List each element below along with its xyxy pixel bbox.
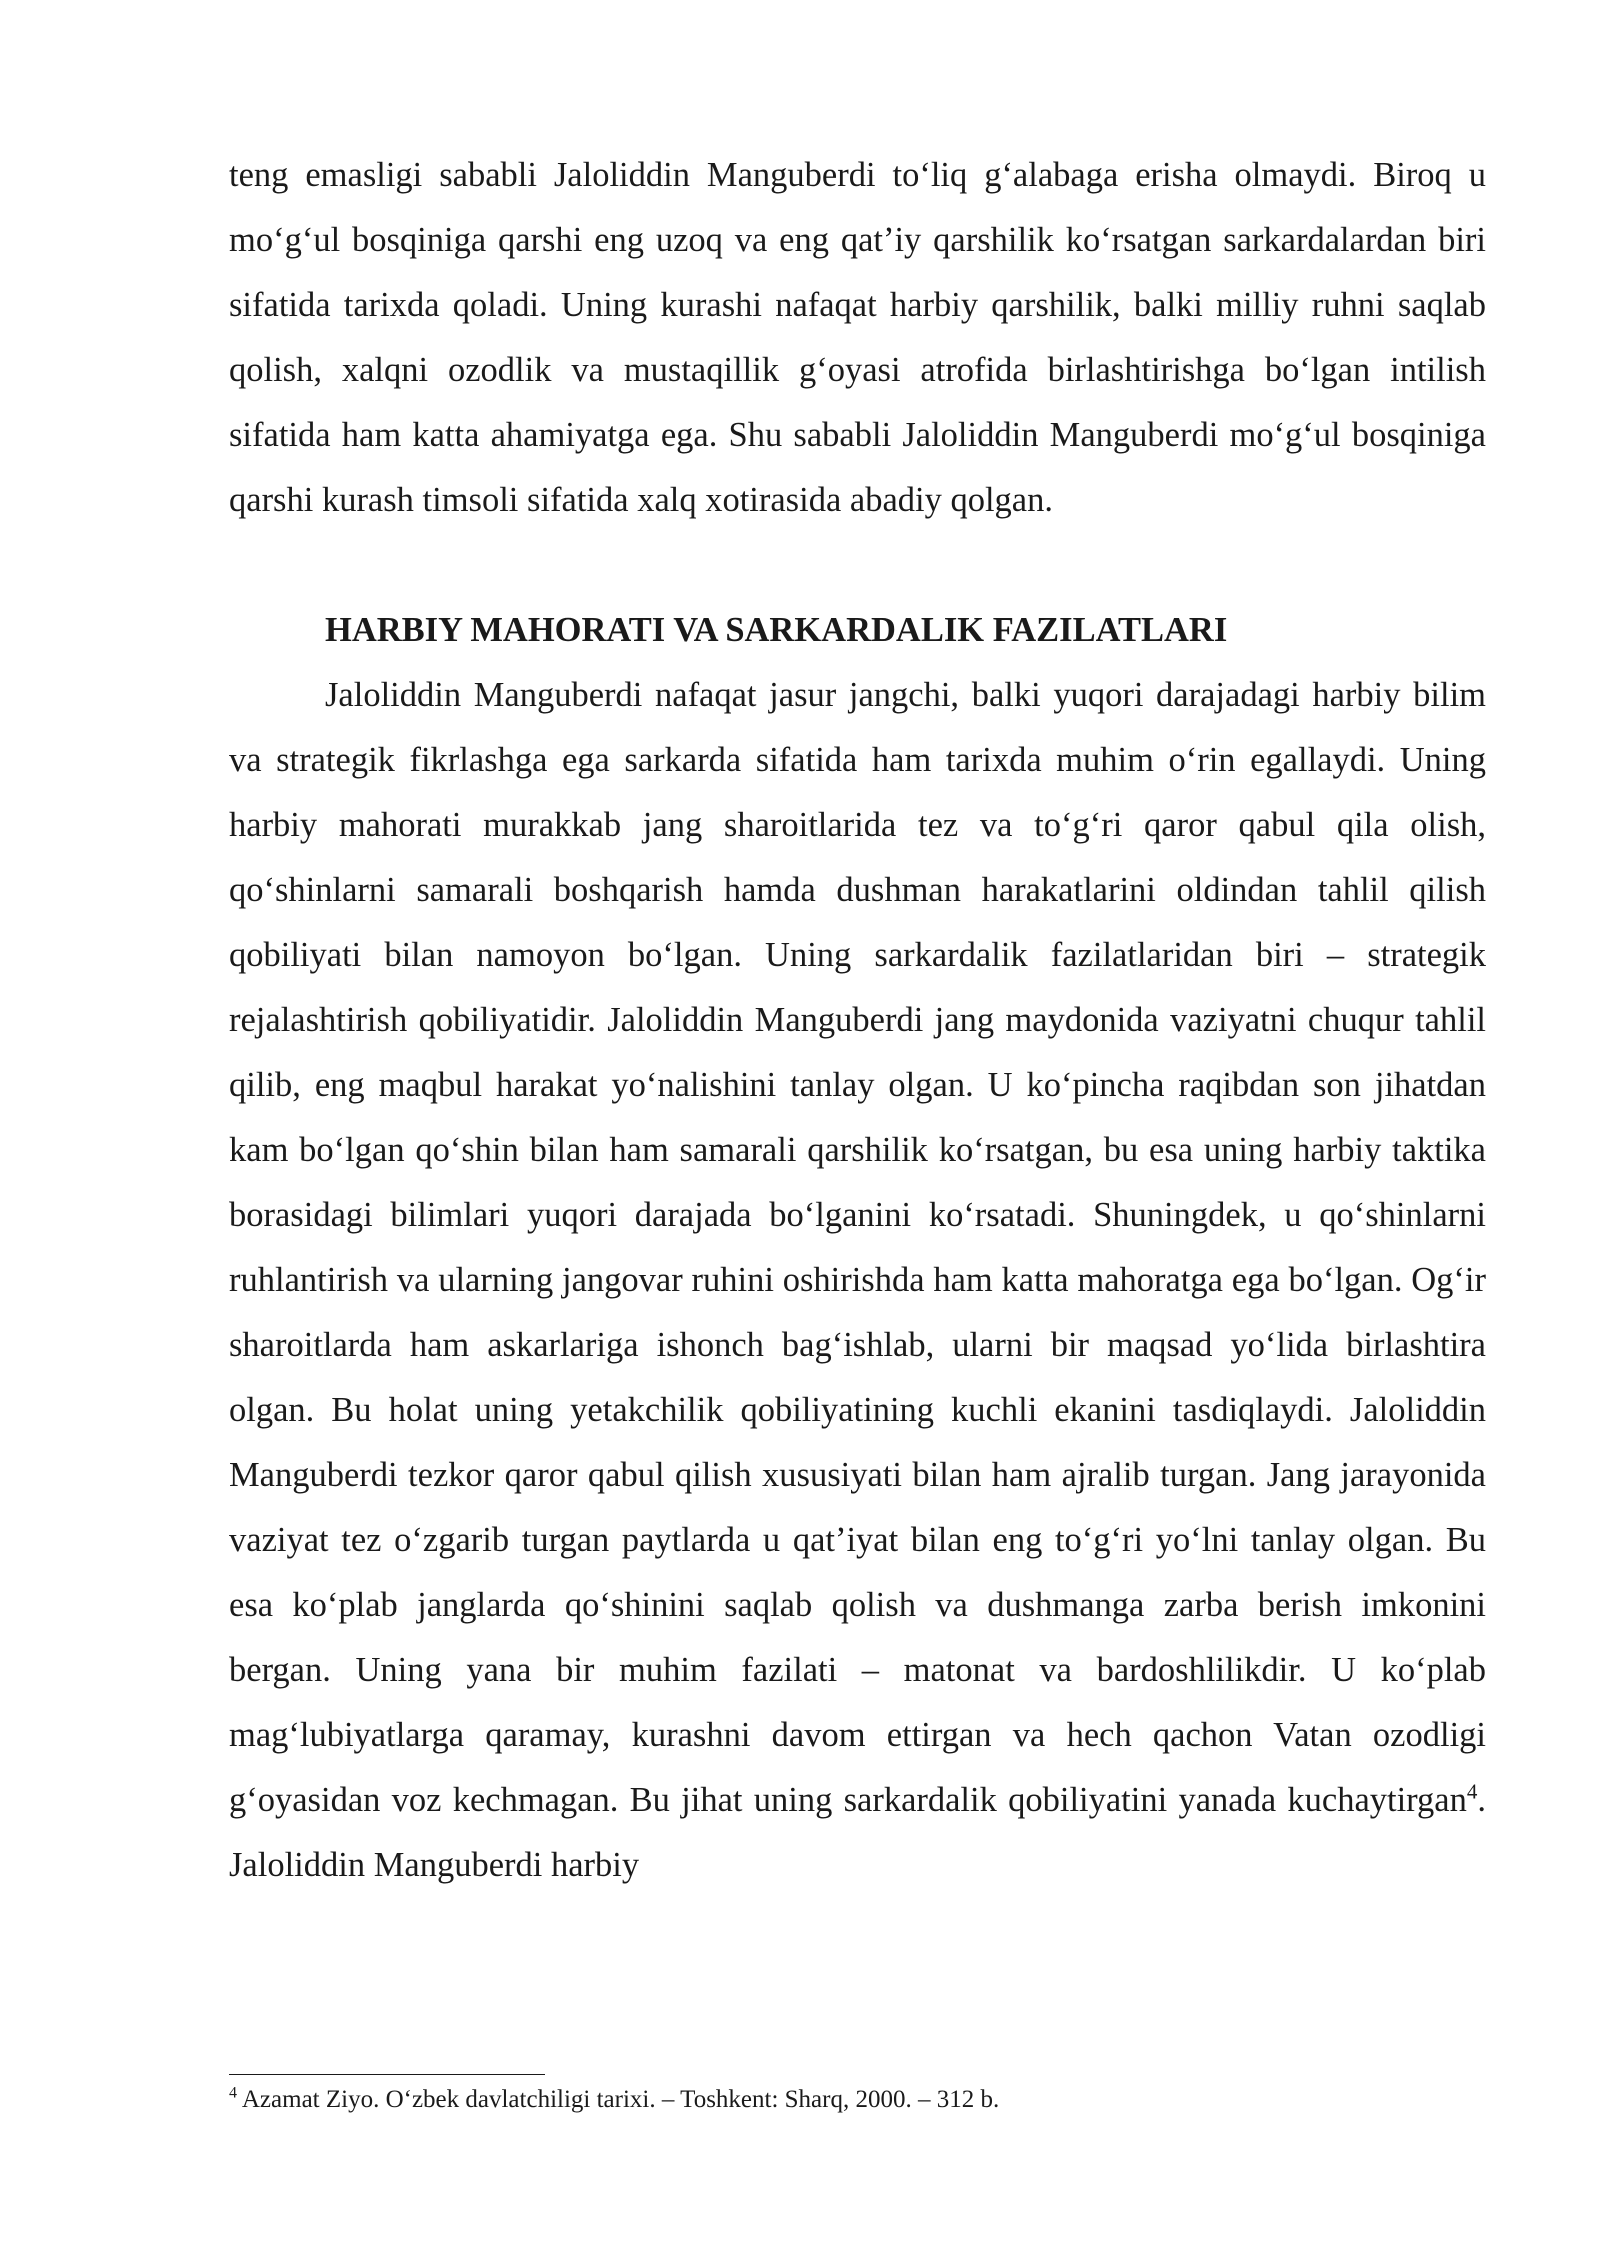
footnote-text: Azamat Ziyo. Oʻzbek davlatchiligi tarixi. – Toshkent: Sharq, 2000. – 312 b. [237, 2086, 1000, 2113]
footnote-reference: 4 [1466, 1779, 1478, 1804]
footnote-number: 4 [229, 2084, 237, 2102]
section-heading: HARBIY MAHORATI VA SARKARDALIK FAZILATLARI [325, 611, 1228, 649]
paragraph-text: teng emasligi sababli Jaloliddin Manguberdi toʻliq gʻalabaga erisha olmaydi. Biroq u moʻgʻul bosqiniga qarshi eng uzoq va eng qatʼiy qarshilik koʻrsatgan sarkardalardan biri sifatida tarixda qoladi. Uning kurashi nafaqat harbiy qarshilik, balki milliy ruhni saqlab qolish, xalqni ozodlik va mustaqillik gʻoyasi atrofida birlashtirishga boʻlgan intilish sifatida ham katta ahamiyatga ega. Shu sababli Jaloliddin Manguberdi moʻgʻul bosqiniga qarshi kurash timsoli sifatida xalq xotirasida abadiy qolgan. [229, 156, 1486, 519]
paragraph-text [229, 663, 1486, 1898]
paragraph-text-part: . Jaloliddin Manguberdi harbiy [229, 1781, 1486, 1884]
paragraph-continuation [229, 143, 1486, 533]
paragraph-main [229, 663, 1486, 1898]
paragraph-text-part: Jaloliddin Manguberdi nafaqat jasur jangchi, balki yuqori darajadagi harbiy bilim va strategik fikrlashga ega sarkarda sifatida ham tarixda muhim oʻrin egallaydi. Uning harbiy mahorati murakkab jang sharoitlarida tez va toʻgʻri qaror qabul qila olish, qoʻshinlarni samarali boshqarish hamda dushman harakatlarini oldindan tahlil qilish qobiliyati bilan namoyon boʻlgan. Uning sarkardalik fazilatlaridan biri – strategik rejalashtirish qobiliyatidir. Jaloliddin Manguberdi jang maydonida vaziyatni chuqur tahlil qilib, eng maqbul harakat yoʻnalishini tanlay olgan. U koʻpincha raqibdan son jihatdan kam boʻlgan qoʻshin bilan ham samarali qarshilik koʻrsatgan, bu esa uning harbiy taktika borasidagi bilimlari yuqori darajada boʻlganini koʻrsatadi. Shuningdek, u qoʻshinlarni ruhlantirish va ularning jangovar ruhini oshirishda ham katta mahoratga ega boʻlgan. Ogʻir sharoitlarda ham askarlariga ishonch bagʻishlab, ularni bir maqsad yoʻlida birlashtira olgan. Bu holat uning yetakchilik qobiliyatining kuchli ekanini tasdiqlaydi. Jaloliddin Manguberdi tezkor qaror qabul qilish xususiyati bilan ham ajralib turgan. Jang jarayonida vaziyat tez oʻzgarib turgan paytlarda u qatʼiyat bilan eng toʻgʻri yoʻlni tanlay olgan. Bu esa koʻplab janglarda qoʻshinini saqlab qolish va dushmanga zarba berish imkonini bergan. Uning yana bir muhim fazilati – matonat va bardoshlilikdir. U koʻplab magʻlubiyatlarga qaramay, kurashni davom ettirgan va hech qachon Vatan ozodligi gʻoyasidan voz kechmagan. Bu jihat uning sarkardalik qobiliyatini yanada kuchaytirgan [229, 676, 1486, 1819]
footnote-separator [229, 2074, 545, 2075]
footnote [229, 2083, 1486, 2117]
